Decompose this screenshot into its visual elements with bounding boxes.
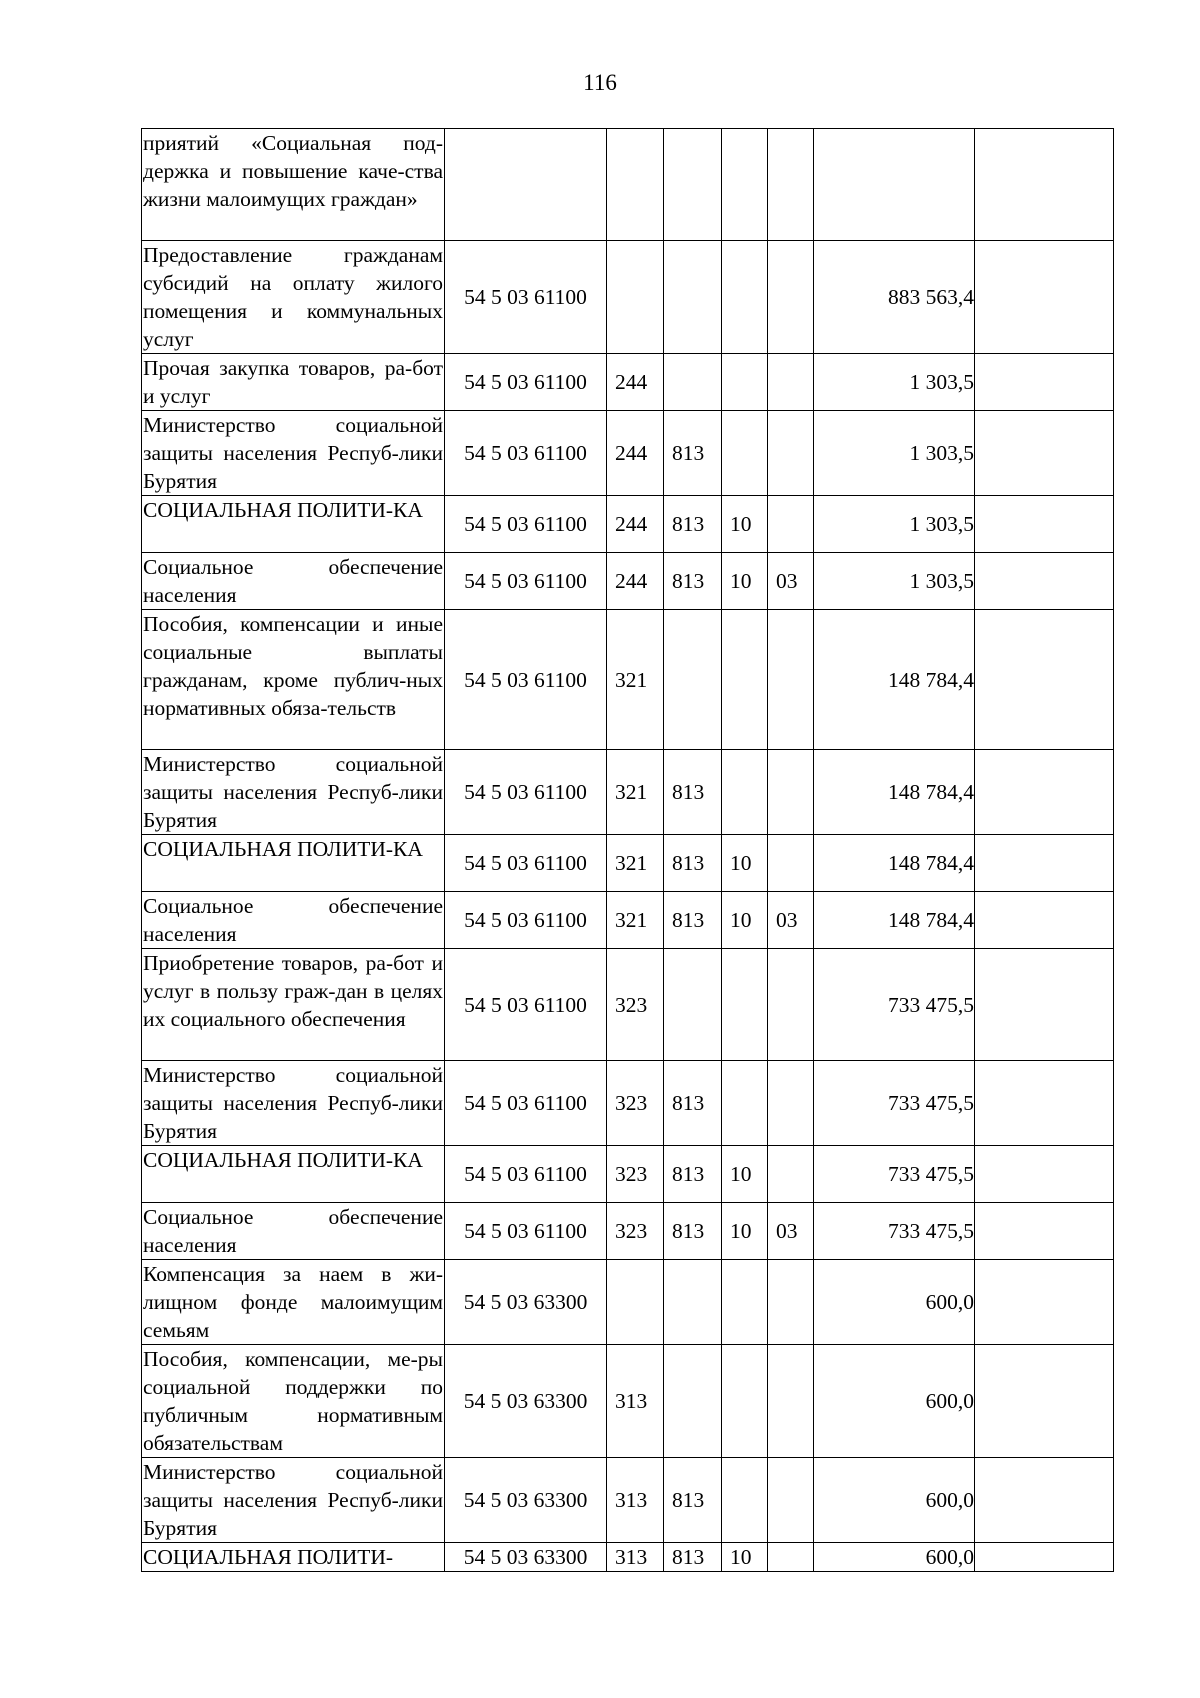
row-target-code-cell: 54 5 03 61100 [445, 1146, 607, 1203]
row-name-cell: Министерство социальной защиты населения Респуб-лики Бурятия [142, 750, 445, 835]
row-amount-cell: 148 784,4 [814, 750, 975, 835]
row-amount-cell: 733 475,5 [814, 1203, 975, 1260]
row-section-cell [722, 1061, 768, 1146]
row-section-cell: 10 [722, 892, 768, 949]
row-section-cell [722, 241, 768, 354]
table-row [142, 835, 1114, 892]
row-expense-type-cell: 321 [607, 750, 664, 835]
table-row [142, 1061, 1114, 1146]
row-amount-cell: 600,0 [814, 1260, 975, 1345]
row-amount-cell: 733 475,5 [814, 949, 975, 1061]
row-ministry-code-cell [664, 949, 722, 1061]
row-target-code-cell: 54 5 03 61100 [445, 892, 607, 949]
row-target-code-cell: 54 5 03 61100 [445, 750, 607, 835]
row-target-code-cell: 54 5 03 61100 [445, 1203, 607, 1260]
row-ministry-code-cell [664, 610, 722, 750]
row-target-code-cell: 54 5 03 61100 [445, 553, 607, 610]
row-target-code-cell: 54 5 03 61100 [445, 354, 607, 411]
row-subsection-cell [768, 241, 814, 354]
row-amount-cell: 1 303,5 [814, 411, 975, 496]
row-extra-cell [975, 610, 1114, 750]
row-subsection-cell: 03 [768, 553, 814, 610]
table-row [142, 892, 1114, 949]
row-extra-cell [975, 553, 1114, 610]
row-extra-cell [975, 949, 1114, 1061]
row-subsection-cell [768, 1061, 814, 1146]
row-expense-type-cell: 323 [607, 1203, 664, 1260]
row-extra-cell [975, 835, 1114, 892]
row-subsection-cell [768, 1345, 814, 1458]
row-ministry-code-cell [664, 129, 722, 241]
row-section-cell [722, 354, 768, 411]
row-extra-cell [975, 1345, 1114, 1458]
row-expense-type-cell [607, 1260, 664, 1345]
row-section-cell: 10 [722, 1146, 768, 1203]
row-subsection-cell [768, 750, 814, 835]
row-name-cell: Министерство социальной защиты населения Респуб-лики Бурятия [142, 1458, 445, 1543]
table-row [142, 241, 1114, 354]
row-expense-type-cell [607, 241, 664, 354]
row-subsection-cell [768, 1260, 814, 1345]
row-section-cell: 10 [722, 835, 768, 892]
row-name-cell: Министерство социальной защиты населения Респуб-лики Бурятия [142, 411, 445, 496]
table-row [142, 750, 1114, 835]
table-row [142, 1458, 1114, 1543]
row-section-cell: 10 [722, 1543, 768, 1572]
row-name-cell: Пособия, компенсации и иные социальные выплаты гражданам, кроме публич-ных нормативных обяза-тельств [142, 610, 445, 750]
row-amount-cell [814, 129, 975, 241]
row-section-cell [722, 1345, 768, 1458]
row-target-code-cell: 54 5 03 61100 [445, 241, 607, 354]
row-extra-cell [975, 411, 1114, 496]
row-expense-type-cell: 244 [607, 496, 664, 553]
row-section-cell [722, 129, 768, 241]
row-expense-type-cell: 244 [607, 553, 664, 610]
row-name-cell: Предоставление гражданам субсидий на оплату жилого помещения и коммунальных услуг [142, 241, 445, 354]
row-subsection-cell [768, 129, 814, 241]
table-row [142, 496, 1114, 553]
row-amount-cell: 148 784,4 [814, 835, 975, 892]
row-subsection-cell [768, 835, 814, 892]
row-extra-cell [975, 750, 1114, 835]
row-ministry-code-cell: 813 [664, 1543, 722, 1572]
row-name-cell: Социальное обеспечение населения [142, 1203, 445, 1260]
row-amount-cell: 600,0 [814, 1345, 975, 1458]
row-target-code-cell: 54 5 03 63300 [445, 1543, 607, 1572]
row-expense-type-cell: 323 [607, 1146, 664, 1203]
row-amount-cell: 148 784,4 [814, 892, 975, 949]
budget-table [141, 128, 1114, 1572]
row-subsection-cell [768, 610, 814, 750]
row-amount-cell: 733 475,5 [814, 1061, 975, 1146]
row-extra-cell [975, 1203, 1114, 1260]
row-extra-cell [975, 1543, 1114, 1572]
row-ministry-code-cell: 813 [664, 1061, 722, 1146]
row-target-code-cell: 54 5 03 61100 [445, 949, 607, 1061]
row-ministry-code-cell: 813 [664, 1203, 722, 1260]
row-extra-cell [975, 129, 1114, 241]
row-ministry-code-cell: 813 [664, 1146, 722, 1203]
row-name-cell: СОЦИАЛЬНАЯ ПОЛИТИ- [142, 1543, 445, 1572]
row-subsection-cell [768, 1458, 814, 1543]
row-extra-cell [975, 1146, 1114, 1203]
row-target-code-cell: 54 5 03 61100 [445, 835, 607, 892]
row-ministry-code-cell: 813 [664, 1458, 722, 1543]
table-row [142, 1345, 1114, 1458]
row-name-cell: СОЦИАЛЬНАЯ ПОЛИТИ-КА [142, 496, 445, 553]
row-subsection-cell [768, 949, 814, 1061]
row-subsection-cell [768, 354, 814, 411]
row-extra-cell [975, 892, 1114, 949]
page-number: 116 [583, 70, 617, 95]
row-subsection-cell [768, 411, 814, 496]
row-ministry-code-cell [664, 354, 722, 411]
row-expense-type-cell [607, 129, 664, 241]
row-extra-cell [975, 354, 1114, 411]
row-target-code-cell: 54 5 03 61100 [445, 1061, 607, 1146]
row-ministry-code-cell [664, 1345, 722, 1458]
row-amount-cell: 1 303,5 [814, 496, 975, 553]
row-name-cell: Министерство социальной защиты населения Респуб-лики Бурятия [142, 1061, 445, 1146]
row-name-cell: Социальное обеспечение населения [142, 892, 445, 949]
row-ministry-code-cell: 813 [664, 835, 722, 892]
row-name-cell: СОЦИАЛЬНАЯ ПОЛИТИ-КА [142, 835, 445, 892]
row-amount-cell: 883 563,4 [814, 241, 975, 354]
row-expense-type-cell: 323 [607, 949, 664, 1061]
table-row [142, 1203, 1114, 1260]
table-body [142, 129, 1114, 1572]
row-subsection-cell: 03 [768, 1203, 814, 1260]
row-name-cell: Прочая закупка товаров, ра-бот и услуг [142, 354, 445, 411]
row-expense-type-cell: 313 [607, 1543, 664, 1572]
row-section-cell [722, 610, 768, 750]
row-expense-type-cell: 244 [607, 411, 664, 496]
row-ministry-code-cell: 813 [664, 411, 722, 496]
row-section-cell [722, 411, 768, 496]
row-name-cell: Компенсация за наем в жи-лищном фонде малоимущим семьям [142, 1260, 445, 1345]
row-ministry-code-cell [664, 1260, 722, 1345]
row-target-code-cell: 54 5 03 61100 [445, 496, 607, 553]
row-amount-cell: 1 303,5 [814, 354, 975, 411]
row-section-cell: 10 [722, 1203, 768, 1260]
row-target-code-cell: 54 5 03 63300 [445, 1458, 607, 1543]
table-row [142, 354, 1114, 411]
row-extra-cell [975, 241, 1114, 354]
row-target-code-cell: 54 5 03 61100 [445, 411, 607, 496]
table-row [142, 1543, 1114, 1572]
row-extra-cell [975, 496, 1114, 553]
row-section-cell [722, 750, 768, 835]
row-name-cell: СОЦИАЛЬНАЯ ПОЛИТИ-КА [142, 1146, 445, 1203]
row-expense-type-cell: 313 [607, 1458, 664, 1543]
row-section-cell: 10 [722, 496, 768, 553]
row-expense-type-cell: 313 [607, 1345, 664, 1458]
row-target-code-cell [445, 129, 607, 241]
row-section-cell [722, 1260, 768, 1345]
row-subsection-cell [768, 1146, 814, 1203]
row-amount-cell: 733 475,5 [814, 1146, 975, 1203]
row-amount-cell: 1 303,5 [814, 553, 975, 610]
row-extra-cell [975, 1458, 1114, 1543]
row-name-cell: Приобретение товаров, ра-бот и услуг в пользу граж-дан в целях их социального обеспечения [142, 949, 445, 1061]
row-amount-cell: 600,0 [814, 1458, 975, 1543]
row-name-cell: Пособия, компенсации, ме-ры социальной поддержки по публичным нормативным обязательствам [142, 1345, 445, 1458]
row-target-code-cell: 54 5 03 63300 [445, 1260, 607, 1345]
table-row [142, 553, 1114, 610]
row-section-cell: 10 [722, 553, 768, 610]
row-target-code-cell: 54 5 03 61100 [445, 610, 607, 750]
row-expense-type-cell: 321 [607, 892, 664, 949]
row-amount-cell: 600,0 [814, 1543, 975, 1572]
table-row [142, 1260, 1114, 1345]
table-row [142, 411, 1114, 496]
row-ministry-code-cell [664, 241, 722, 354]
row-amount-cell: 148 784,4 [814, 610, 975, 750]
row-extra-cell [975, 1260, 1114, 1345]
row-expense-type-cell: 244 [607, 354, 664, 411]
table-row [142, 129, 1114, 241]
row-extra-cell [975, 1061, 1114, 1146]
row-target-code-cell: 54 5 03 63300 [445, 1345, 607, 1458]
row-subsection-cell: 03 [768, 892, 814, 949]
row-subsection-cell [768, 496, 814, 553]
row-ministry-code-cell: 813 [664, 496, 722, 553]
table-row [142, 1146, 1114, 1203]
table-row [142, 949, 1114, 1061]
row-ministry-code-cell: 813 [664, 553, 722, 610]
row-name-cell: приятий «Социальная под-держка и повышение каче-ства жизни малоимущих граждан» [142, 129, 445, 241]
row-ministry-code-cell: 813 [664, 892, 722, 949]
row-expense-type-cell: 323 [607, 1061, 664, 1146]
row-name-cell: Социальное обеспечение населения [142, 553, 445, 610]
row-subsection-cell [768, 1543, 814, 1572]
row-ministry-code-cell: 813 [664, 750, 722, 835]
row-section-cell [722, 949, 768, 1061]
row-expense-type-cell: 321 [607, 610, 664, 750]
row-expense-type-cell: 321 [607, 835, 664, 892]
row-section-cell [722, 1458, 768, 1543]
table-row [142, 610, 1114, 750]
